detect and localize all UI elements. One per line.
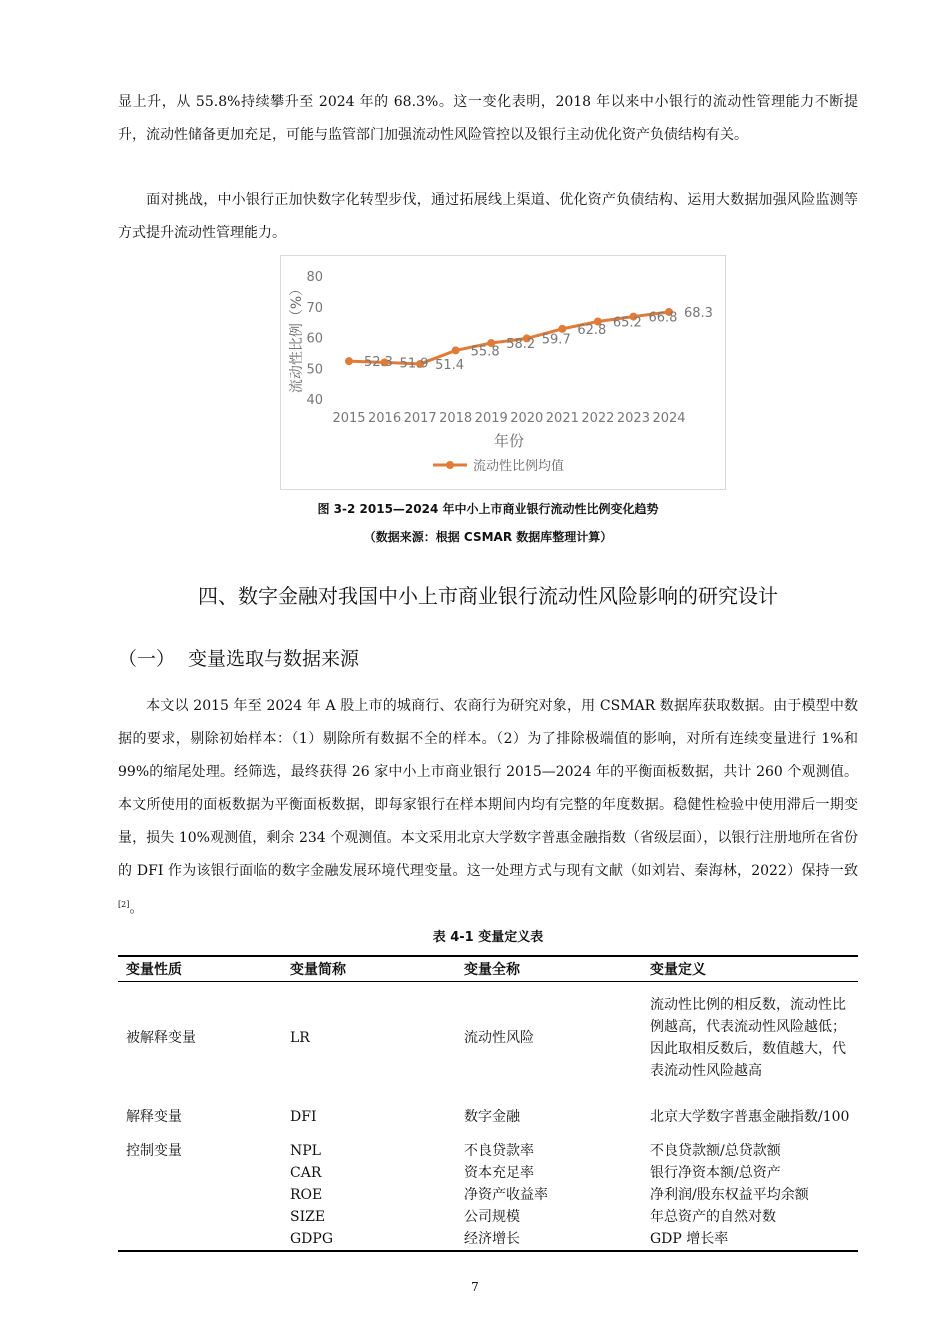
data-label: 65.2: [612, 315, 642, 331]
data-label: 51.9: [399, 356, 429, 372]
cell-def: 不良贷款额/总贷款额: [650, 1142, 781, 1159]
cell-abbr: GDPG: [282, 1228, 456, 1251]
table-row: [118, 1162, 858, 1184]
paragraph-challenges: 面对挑战，中小银行正加快数字化转型步伐，通过拓展线上渠道、优化资产负债结构、运用大数据加强风险监测等方式提升流动性管理能力。: [118, 192, 858, 241]
cell-full: 数字金融: [464, 1108, 520, 1125]
cell-nature: [118, 1162, 282, 1184]
data-label: 66.8: [648, 310, 678, 326]
y-tick-label: 60: [306, 331, 323, 347]
x-tick-label: 2024: [652, 411, 686, 426]
x-tick-label: 2023: [616, 411, 650, 426]
y-tick-label: 40: [306, 393, 323, 408]
table-row: [118, 1184, 858, 1206]
data-label: 59.7: [541, 332, 571, 348]
header-full: 变量全称: [456, 956, 642, 982]
page-number: 7: [471, 1280, 479, 1294]
x-tick-label: 2022: [581, 411, 615, 426]
cell-def: 银行净资本额/总资产: [650, 1164, 781, 1181]
subsection-heading: [118, 644, 858, 671]
table-row: [118, 1140, 858, 1162]
cell-abbr: DFI: [290, 1108, 317, 1125]
data-label: 51.4: [435, 357, 465, 373]
x-tick-label: 2021: [545, 411, 579, 426]
table-row: [118, 1206, 858, 1228]
chart-canvas: [281, 256, 725, 489]
x-tick-label: 2019: [474, 411, 508, 426]
y-tick-label: 70: [306, 300, 323, 316]
data-label: 68.3: [684, 305, 713, 321]
table-row: [118, 982, 858, 1094]
data-label: 62.8: [577, 322, 607, 338]
x-tick-label: 2017: [403, 411, 437, 426]
cell-full: 资本充足率: [464, 1164, 534, 1181]
legend-marker: [446, 461, 454, 469]
header-def: 变量定义: [642, 956, 858, 982]
legend-label: 流动性比例均值: [473, 459, 565, 474]
y-axis-title: 流动性比例（%）: [289, 281, 305, 394]
citation-ref[interactable]: [2]: [118, 900, 130, 909]
cell-def: 流动性比例的相反数，流动性比例越高，代表流动性风险越低；因此取相反数后，数值越大，代表流动性风险越高: [650, 996, 846, 1079]
y-tick-label: 50: [306, 362, 323, 378]
data-point: [345, 357, 353, 365]
paragraph-data-source: 本文以 2015 年至 2024 年 A 股上市的城商行、农商行为研究对象，用 CSMAR 数据库获取数据。由于模型中数据的要求，剔除初始样本：（1）剔除所有数据不全的样本。（2）为了排除极端值的影响，对所有连续变量进行 1%和 99%的缩尾处理。经筛选，最终获得 26 家中小上市商业银行 2015—2024 年的平衡面板数据，共计 260 个观测值。本文所使用的面板数据为平衡面板数据，即每家银行在样本期间内均有完整的年度数据。稳健性检验中使用滞后一期变量，损失 10%观测值，剩余 234 个观测值。本文采用北京大学数字普惠金融指数（省级层面），以银行注册地所在省份的 DFI 作为该银行面临的数字金融发展环境代理变量。这一处理方式与现有文献（如刘岩、秦海林，2022）保持一致[2]。: [118, 698, 858, 917]
cell-full: 公司规模: [464, 1208, 520, 1225]
cell-abbr: NPL: [290, 1142, 321, 1159]
subsection-number: （一）: [118, 648, 176, 670]
cell-full: 净资产收益率: [464, 1186, 548, 1203]
cell-nature: 控制变量: [126, 1142, 182, 1159]
cell-nature: [118, 1184, 282, 1206]
cell-def: 净利润/股东权益平均余额: [650, 1186, 809, 1203]
cell-full: 经济增长: [456, 1228, 642, 1251]
cell-abbr: CAR: [290, 1164, 322, 1181]
figure-caption: 图 3-2 2015—2024 年中小上市商业银行流动性比例变化趋势: [317, 502, 659, 516]
cell-nature: 被解释变量: [126, 1029, 196, 1046]
section-heading: 四、数字金融对我国中小上市商业银行流动性风险影响的研究设计: [198, 584, 778, 608]
paragraph-continued: 显上升，从 55.8%持续攀升至 2024 年的 68.3%。这一变化表明，2018 年以来中小银行的流动性管理能力不断提升，流动性储备更加充足，可能与监管部门加强流动性风险管控以及银行主动优化资产负债结构有关。: [118, 94, 858, 143]
cell-def: GDP 增长率: [642, 1228, 858, 1251]
table-row: [118, 1228, 858, 1251]
cell-nature: [118, 1228, 282, 1251]
table-header-row: [118, 956, 858, 982]
cell-abbr: ROE: [290, 1186, 323, 1203]
figure-source: （数据来源：根据 CSMAR 数据库整理计算）: [363, 530, 613, 544]
liquidity-ratio-chart: [280, 255, 726, 490]
data-label: 55.8: [470, 344, 500, 360]
cell-def: 北京大学数字普惠金融指数/100: [650, 1108, 850, 1125]
x-tick-label: 2016: [368, 411, 402, 426]
data-point: [452, 346, 460, 354]
cell-abbr: SIZE: [290, 1208, 326, 1225]
x-tick-label: 2018: [439, 411, 473, 426]
data-label: 52.3: [364, 355, 393, 371]
data-label: 58.2: [506, 337, 536, 353]
subsection-title: 变量选取与数据来源: [188, 648, 360, 670]
cell-abbr: LR: [290, 1029, 310, 1046]
cell-nature: [118, 1206, 282, 1228]
cell-full: 流动性风险: [464, 1029, 534, 1046]
cell-nature: 解释变量: [126, 1108, 182, 1125]
cell-full: 不良贷款率: [464, 1142, 534, 1159]
y-tick-label: 80: [306, 270, 323, 285]
variable-definition-table: [118, 955, 858, 1252]
x-tick-label: 2020: [510, 411, 544, 426]
table-row: [118, 1094, 858, 1140]
header-nature: 变量性质: [118, 956, 282, 982]
x-axis-title: 年份: [493, 432, 525, 450]
header-abbr: 变量简称: [282, 956, 456, 982]
table-title: 表 4-1 变量定义表: [432, 930, 544, 945]
x-tick-label: 2015: [332, 411, 366, 426]
cell-def: 年总资产的自然对数: [650, 1208, 776, 1225]
